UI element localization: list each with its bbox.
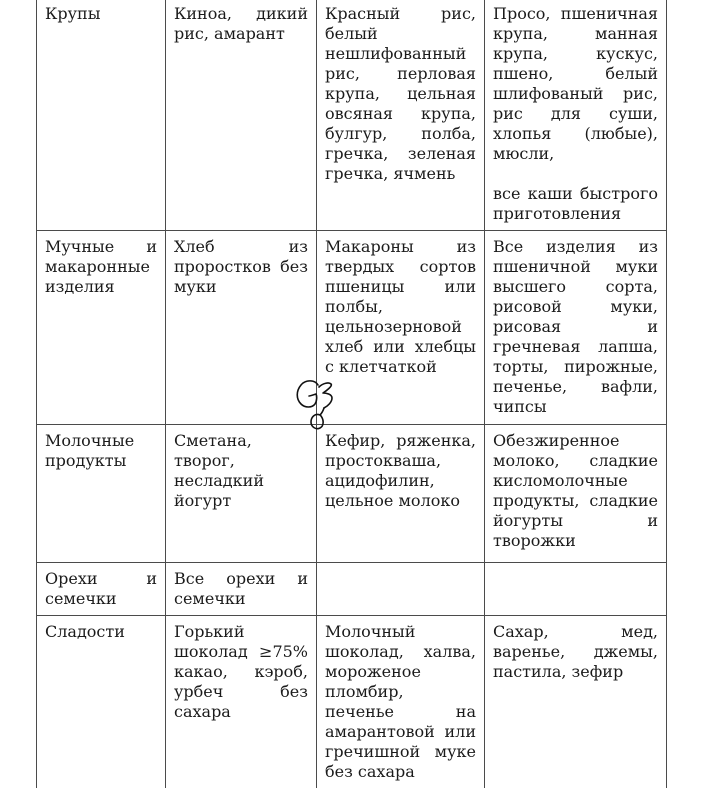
cell-text: Молочный шоколад, халва, мороженое пломбир, печенье на амарантовой или гречишной муке без сахара xyxy=(325,622,476,781)
table-row-nuts-seeds xyxy=(37,563,667,616)
cell-col2 xyxy=(166,616,317,788)
cell-col2 xyxy=(166,0,317,231)
cell-text: Обезжиренное молоко, сладкие кисломолочные продукты, сладкие йогурты и творожки xyxy=(493,431,658,550)
cell-text: Молочные продукты xyxy=(45,431,135,470)
table-row-groats xyxy=(37,0,667,231)
cell-text: Сахар, мед, варенье, джемы, пастила, зефир xyxy=(493,622,658,681)
cell-text: Сладости xyxy=(45,622,125,641)
cell-category xyxy=(37,231,166,425)
cell-col2 xyxy=(166,425,317,563)
cell-col4 xyxy=(485,425,667,563)
cell-category xyxy=(37,563,166,616)
cell-text: Сметана, творог, несладкий йогурт xyxy=(174,431,264,510)
table-row-flour-pasta xyxy=(37,231,667,425)
cell-col3 xyxy=(317,563,485,616)
cell-text: Киноа, дикий рис, амарант xyxy=(174,4,308,43)
table-row-dairy xyxy=(37,425,667,563)
food-categories-table xyxy=(36,0,667,788)
cell-category xyxy=(37,425,166,563)
cell-text: Макароны из твердых сортов пшеницы или полбы, цельнозерновой хлеб или хлебцы с клетчаткой xyxy=(325,237,476,376)
cell-col3 xyxy=(317,616,485,788)
cell-text: Все изделия из пшеничной муки высшего сорта, рисовой муки, рисовая и гречневая лапша, торты, пирожные, печенье, вафли, чипсы xyxy=(493,237,658,416)
cell-col4 xyxy=(485,0,667,231)
cell-text: Хлеб из проростков без муки xyxy=(174,237,308,296)
cell-text: Крупы xyxy=(45,4,101,23)
cell-col4 xyxy=(485,563,667,616)
cell-col2 xyxy=(166,563,317,616)
cell-text: Просо, пшеничная крупа, манная крупа, кускус, пшено, белый шлифованый рис, рис для суши, хлопья (любые), мюсли, xyxy=(493,4,658,163)
cell-text: Кефир, ряженка, простокваша, ацидофилин, цельное молоко xyxy=(325,431,476,510)
cell-col2 xyxy=(166,231,317,425)
cell-text: все каши быстрого приготовления xyxy=(493,184,658,223)
cell-category xyxy=(37,616,166,788)
cell-col3 xyxy=(317,231,485,425)
cell-col3 xyxy=(317,425,485,563)
cell-col3 xyxy=(317,0,485,231)
cell-col4 xyxy=(485,616,667,788)
cell-text: Орехи и семечки xyxy=(45,569,157,608)
cell-col4 xyxy=(485,231,667,425)
cell-text: Все орехи и семечки xyxy=(174,569,308,608)
table-row-sweets xyxy=(37,616,667,788)
cell-text: Красный рис, белый нешлифованный рис, перловая крупа, цельная овсяная крупа, булгур, полба, гречка, зеленая гречка, ячмень xyxy=(325,4,476,183)
cell-text: Горький шоколад ≥75% какао, кэроб, урбеч без сахара xyxy=(174,622,308,721)
cell-text: Мучные и макаронные изделия xyxy=(45,237,157,296)
cell-category xyxy=(37,0,166,231)
